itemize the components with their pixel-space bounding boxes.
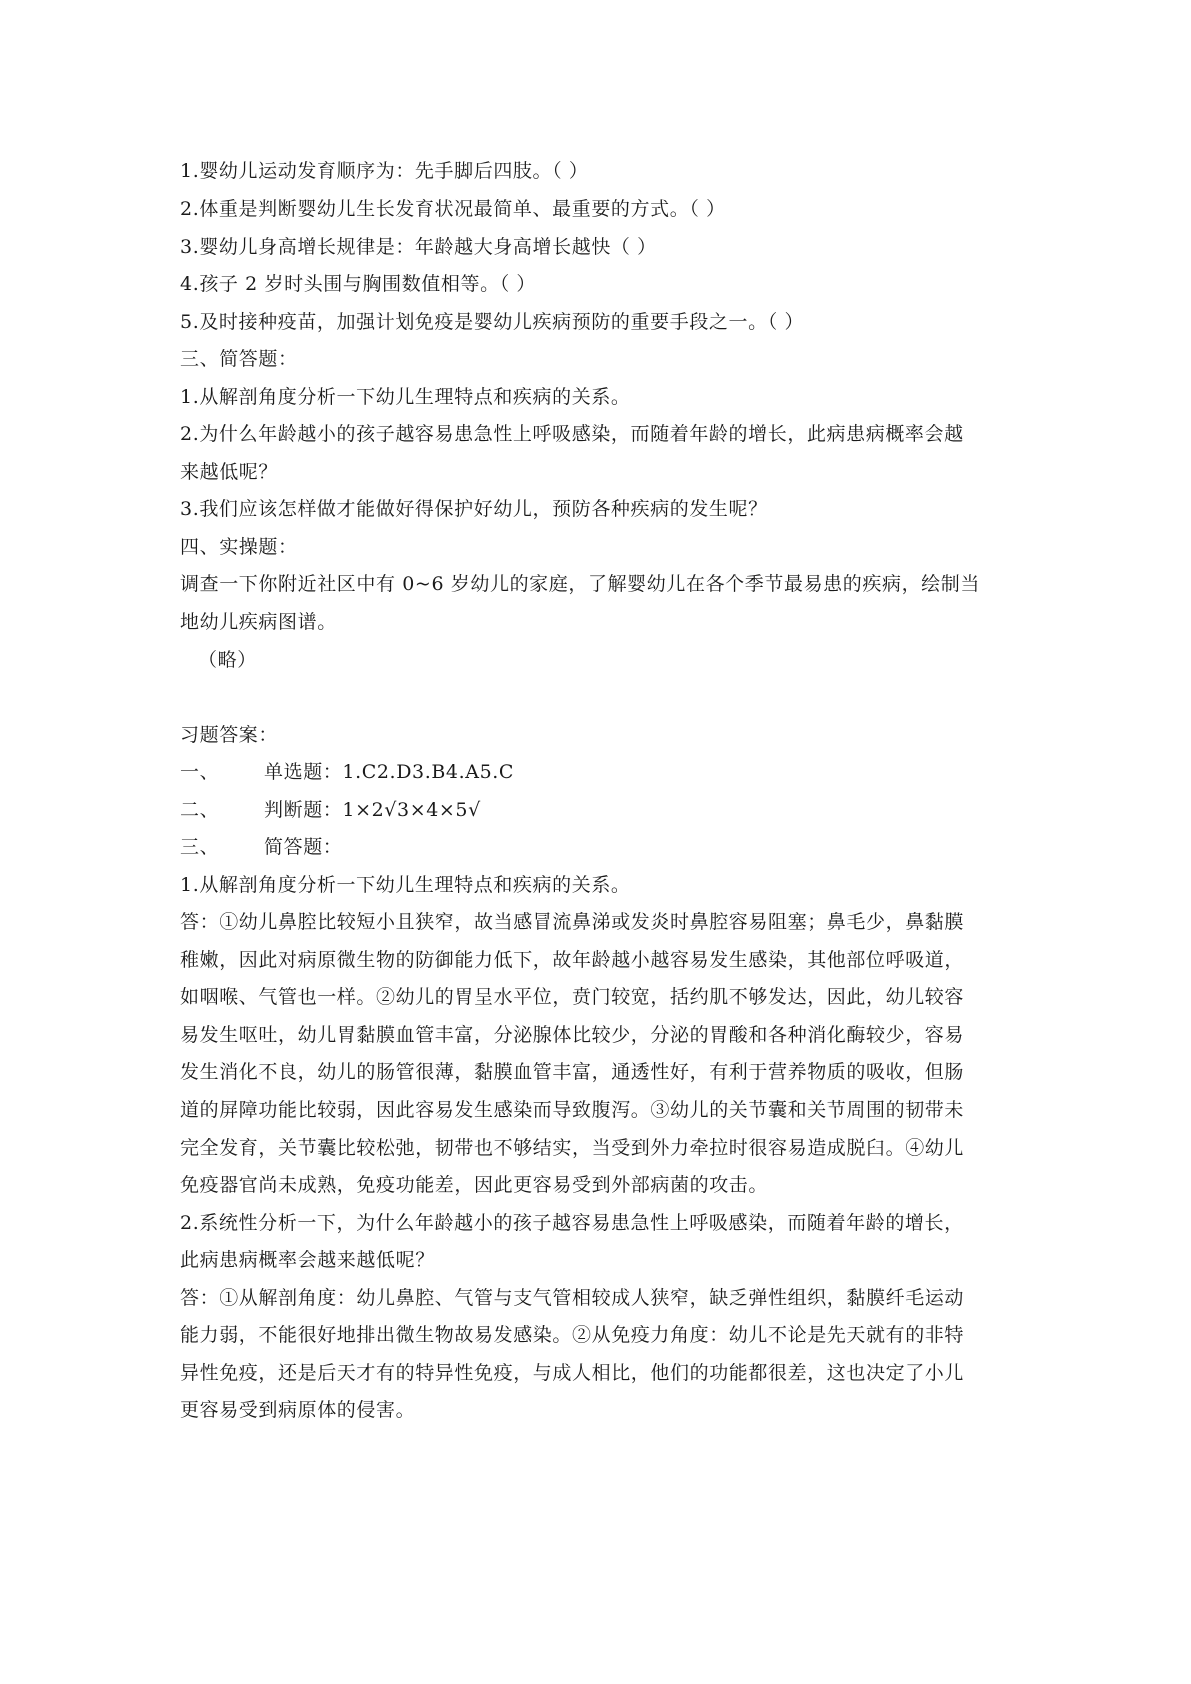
judgment-question-3: 3.婴幼儿身高增长规律是：年龄越大身高增长越快（ ） (180, 236, 657, 258)
practical-heading: 四、实操题： (180, 536, 298, 558)
answers-section-1-text: 单选题：1.C2.D3.B4.A5.C (264, 761, 515, 783)
answers-section-2 (180, 798, 1020, 822)
answers-section-2-text: 判断题：1×2√3×4×5√ (264, 799, 481, 821)
judgment-question-5: 5.及时接种疫苗，加强计划免疫是婴幼儿疾病预防的重要手段之一。（ ） (180, 311, 805, 333)
answers-section-1 (180, 760, 1020, 784)
answer-1-line: 免疫器官尚未成熟，免疫功能差，因此更容易受到外部病菌的攻击。 (180, 1174, 769, 1196)
judgment-question-1: 1.婴幼儿运动发育顺序为：先手脚后四肢。（ ） (180, 160, 589, 182)
answer-2-line: 更容易受到病原体的侵害。 (180, 1399, 416, 1421)
answer-2-line: 能力弱，不能很好地排出微生物故易发感染。②从免疫力角度：幼儿不论是先天就有的非特 (180, 1324, 965, 1346)
answer-2-question-line-2: 此病患病概率会越来越低呢？ (180, 1249, 435, 1271)
answer-2-question-line-1: 2.系统性分析一下，为什么年龄越小的孩子越容易患急性上呼吸感染，而随着年龄的增长， (180, 1212, 964, 1234)
practical-task-line-1: 调查一下你附近社区中有 0~6 岁幼儿的家庭，了解婴幼儿在各个季节最易患的疾病，绘制当 (180, 573, 980, 595)
short-answer-question-1: 1.从解剖角度分析一下幼儿生理特点和疾病的关系。 (180, 386, 631, 408)
answer-1-question: 1.从解剖角度分析一下幼儿生理特点和疾病的关系。 (180, 874, 631, 896)
short-answer-question-2-line-2: 来越低呢？ (180, 461, 279, 483)
answer-1-line: 道的屏障功能比较弱，因此容易发生感染而导致腹泻。③幼儿的关节囊和关节周围的韧带未 (180, 1099, 965, 1121)
short-answer-question-2-line-1: 2.为什么年龄越小的孩子越容易患急性上呼吸感染，而随着年龄的增长，此病患病概率会越 (180, 423, 964, 445)
answer-2-line: 答：①从解剖角度：幼儿鼻腔、气管与支气管相较成人狭窄，缺乏弹性组织，黏膜纤毛运动 (180, 1287, 965, 1309)
answers-section-3-number: 三、 (180, 836, 220, 858)
answer-1-line: 答：①幼儿鼻腔比较短小且狭窄，故当感冒流鼻涕或发炎时鼻腔容易阻塞；鼻毛少，鼻黏膜 (180, 911, 965, 933)
answers-heading: 习题答案： (180, 724, 279, 746)
answer-2-line: 异性免疫，还是后天才有的特异性免疫，与成人相比，他们的功能都很差，这也决定了小儿 (180, 1362, 965, 1384)
short-answer-heading: 三、简答题： (180, 348, 298, 370)
answers-section-3 (180, 835, 1020, 859)
answer-1-line: 稚嫩，因此对病原微生物的防御能力低下，故年龄越小越容易发生感染，其他部位呼吸道， (180, 949, 965, 971)
practical-omitted-note: （略） (198, 649, 257, 671)
answers-section-2-number: 二、 (180, 799, 220, 821)
judgment-question-2: 2.体重是判断婴幼儿生长发育状况最简单、最重要的方式。（ ） (180, 198, 726, 220)
judgment-question-4: 4.孩子 2 岁时头围与胸围数值相等。（ ） (180, 273, 537, 295)
answer-1-line: 完全发育，关节囊比较松弛，韧带也不够结实，当受到外力牵拉时很容易造成脱臼。④幼儿 (180, 1137, 965, 1159)
answer-1-line: 易发生呕吐，幼儿胃黏膜血管丰富，分泌腺体比较少，分泌的胃酸和各种消化酶较少，容易 (180, 1024, 965, 1046)
answer-1-line: 如咽喉、气管也一样。②幼儿的胃呈水平位，贲门较宽，括约肌不够发达，因此，幼儿较容 (180, 986, 965, 1008)
answers-section-3-text: 简答题： (264, 836, 343, 858)
answer-1-line: 发生消化不良，幼儿的肠管很薄，黏膜血管丰富，通透性好，有利于营养物质的吸收，但肠 (180, 1061, 965, 1083)
practical-task-line-2: 地幼儿疾病图谱。 (180, 611, 337, 633)
short-answer-question-3: 3.我们应该怎样做才能做好得保护好幼儿，预防各种疾病的发生呢？ (180, 498, 768, 520)
answers-section-1-number: 一、 (180, 761, 220, 783)
